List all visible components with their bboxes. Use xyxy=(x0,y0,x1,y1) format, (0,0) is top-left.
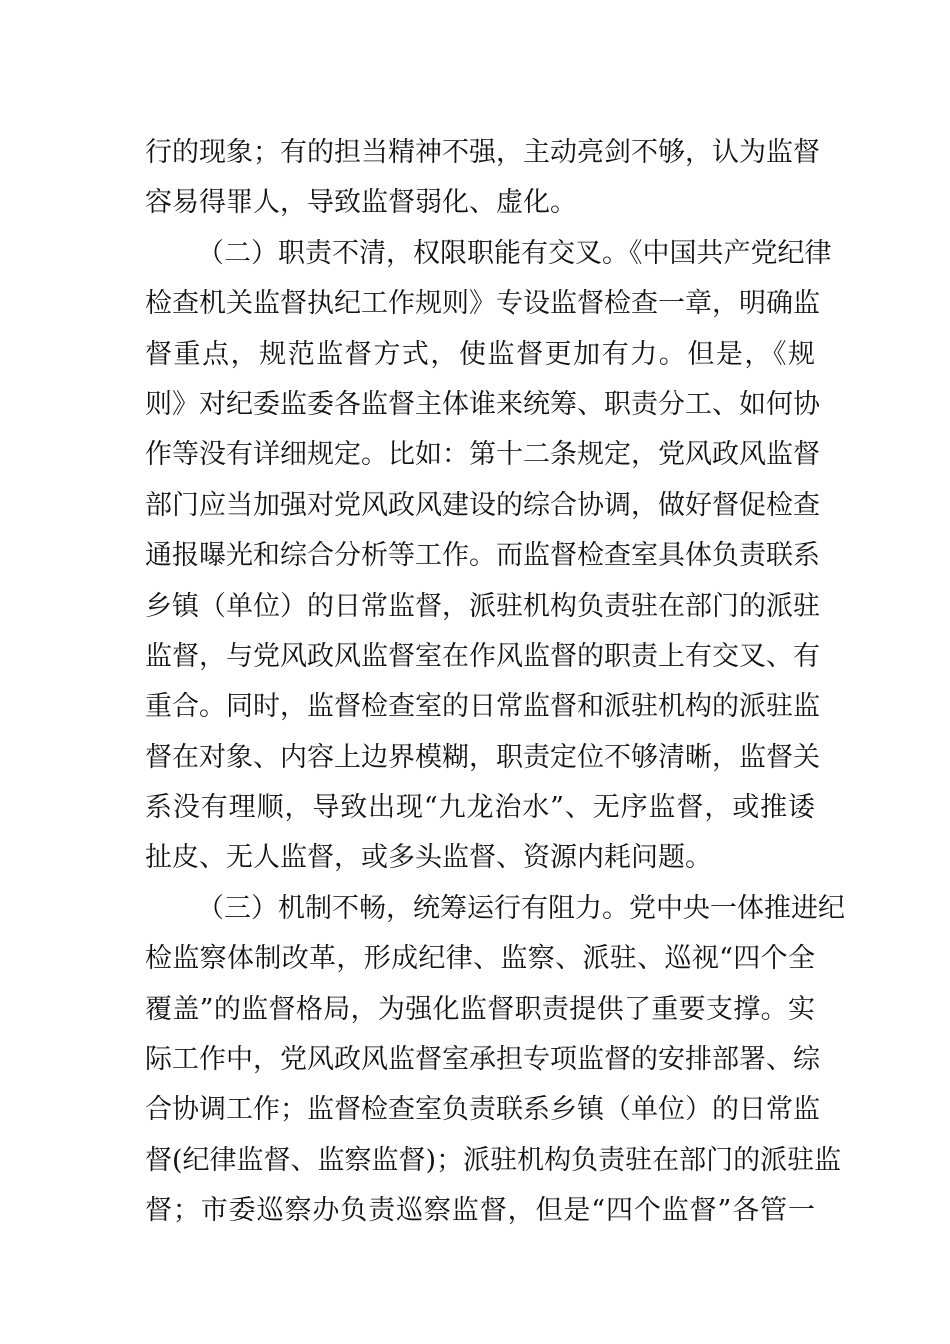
text-line: 督在对象、内容上边界模糊，职责定位不够清晰，监督关 xyxy=(145,741,820,773)
text-line: 合协调工作；监督检查室负责联系乡镇（单位）的日常监 xyxy=(145,1094,820,1126)
text-line: 重合。同时，监督检查室的日常监督和派驻机构的派驻监 xyxy=(145,691,820,723)
text-line: 监督，与党风政风监督室在作风监督的职责上有交叉、有 xyxy=(145,640,820,672)
text-line: 作等没有详细规定。比如：第十二条规定，党风政风监督 xyxy=(145,439,820,471)
text-line: 际工作中，党风政风监督室承担专项监督的安排部署、综 xyxy=(145,1044,820,1076)
text-line: 容易得罪人，导致监督弱化、虚化。 xyxy=(145,187,577,219)
text-line: 检监察体制改革，形成纪律、监察、派驻、巡视“四个全 xyxy=(145,943,815,975)
text-line: 系没有理顺，导致出现“九龙治水”、无序监督，或推诿 xyxy=(145,792,815,824)
text-line: 覆盖”的监督格局，为强化监督职责提供了重要支撑。实 xyxy=(145,993,815,1025)
text-line: 扯皮、无人监督，或多头监督、资源内耗问题。 xyxy=(145,842,712,874)
text-line: 督(纪律监督、监察监督)；派驻机构负责驻在部门的派驻监 xyxy=(145,1144,842,1176)
text-line: 通报曝光和综合分析等工作。而监督检查室具体负责联系 xyxy=(145,540,820,572)
text-line: 检查机关监督执纪工作规则》专设监督检查一章，明确监 xyxy=(145,288,820,320)
document-body xyxy=(145,128,845,1237)
text-line: 督；市委巡察办负责巡察监督，但是“四个监督”各管一 xyxy=(145,1195,815,1227)
text-line: 部门应当加强对党风政风建设的综合协调，做好督促检查 xyxy=(145,489,820,521)
paragraph-heading-line: （二）职责不清，权限职能有交叉。《中国共产党纪律 xyxy=(197,237,832,269)
text-line: 督重点，规范监督方式，使监督更加有力。但是，《规 xyxy=(145,338,815,370)
text-line: 乡镇（单位）的日常监督，派驻机构负责驻在部门的派驻 xyxy=(145,590,820,622)
paragraph-heading-line: （三）机制不畅，统筹运行有阻力。党中央一体推进纪 xyxy=(197,892,845,924)
text-line: 行的现象；有的担当精神不强，主动亮剑不够，认为监督 xyxy=(145,137,820,168)
text-line: 则》对纪委监委各监督主体谁来统筹、职责分工、如何协 xyxy=(145,388,820,420)
